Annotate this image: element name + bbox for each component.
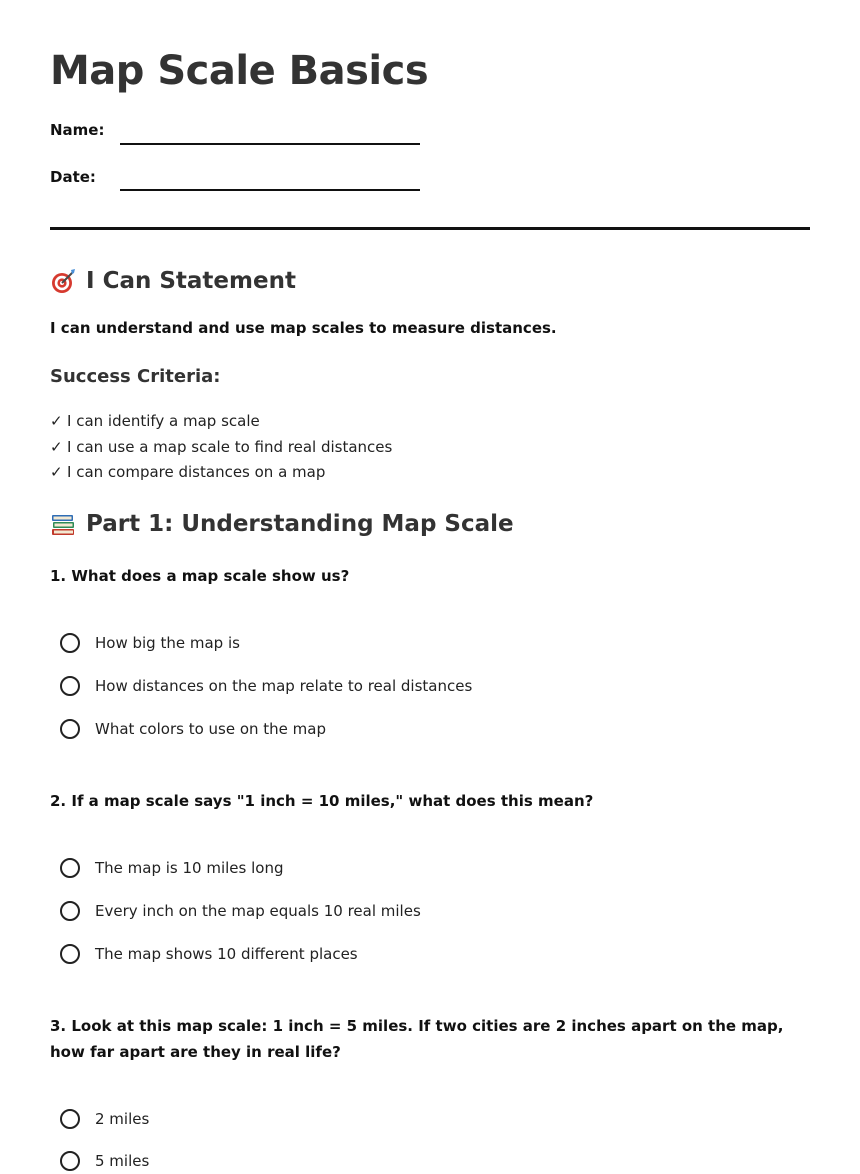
q1-option-c[interactable] — [60, 716, 326, 742]
radio-button[interactable] — [60, 1151, 80, 1171]
q1-option-b[interactable] — [60, 673, 472, 699]
option-label[interactable]: How big the map is — [95, 634, 240, 652]
question-3: 3. Look at this map scale: 1 inch = 5 miles. If two cities are 2 inches apart on the map, how far apart are they in real life? — [50, 1017, 784, 1061]
name-label: Name: — [50, 121, 105, 139]
check-icon: ✓ — [50, 437, 63, 456]
criteria-item: ✓ I can identify a map scale — [50, 409, 392, 435]
part1-heading-text: Part 1: Understanding Map Scale — [86, 511, 514, 537]
radio-button[interactable] — [60, 944, 80, 964]
question-2: 2. If a map scale says "1 inch = 10 miles," what does this mean? — [50, 792, 594, 810]
question-1: 1. What does a map scale show us? — [50, 567, 350, 585]
radio-button[interactable] — [60, 858, 80, 878]
option-label[interactable]: What colors to use on the map — [95, 720, 327, 738]
q3-option-a[interactable] — [60, 1106, 149, 1132]
q2-option-b[interactable] — [60, 898, 421, 924]
option-label[interactable]: The map shows 10 different places — [95, 945, 358, 963]
i-can-heading-text: I Can Statement — [86, 268, 296, 294]
option-label[interactable]: The map is 10 miles long — [95, 859, 284, 877]
criteria-item: ✓ I can use a map scale to find real distances — [50, 435, 392, 461]
radio-button[interactable] — [60, 719, 80, 739]
check-icon: ✓ — [50, 463, 63, 481]
name-input-line[interactable] — [120, 143, 420, 145]
books-icon — [50, 511, 76, 537]
criteria-item: ✓ I can compare distances on a map — [50, 460, 392, 486]
i-can-heading — [50, 268, 296, 294]
option-label[interactable]: 5 miles — [95, 1152, 150, 1170]
success-criteria-heading: Success Criteria: — [50, 366, 221, 387]
page-title: Map Scale Basics — [50, 48, 429, 94]
i-can-statement: I can understand and use map scales to measure distances. — [50, 319, 557, 337]
radio-button[interactable] — [60, 676, 80, 696]
header-divider — [50, 227, 810, 230]
name-field — [50, 121, 470, 151]
q1-option-a[interactable] — [60, 630, 240, 656]
part1-heading — [50, 511, 514, 537]
date-label: Date: — [50, 168, 96, 186]
q2-option-c[interactable] — [60, 941, 358, 967]
option-label[interactable]: 2 miles — [95, 1110, 150, 1128]
option-label[interactable]: Every inch on the map equals 10 real miles — [95, 902, 421, 920]
radio-button[interactable] — [60, 901, 80, 921]
option-label[interactable]: How distances on the map relate to real distances — [95, 677, 473, 695]
radio-button[interactable] — [60, 633, 80, 653]
q3-option-b[interactable] — [60, 1148, 149, 1174]
date-field — [50, 168, 470, 198]
radio-button[interactable] — [60, 1109, 80, 1129]
q2-option-a[interactable] — [60, 855, 284, 881]
target-icon — [50, 268, 76, 294]
date-input-line[interactable] — [120, 189, 420, 191]
success-criteria-list — [50, 409, 392, 486]
check-icon: ✓ — [50, 412, 63, 430]
